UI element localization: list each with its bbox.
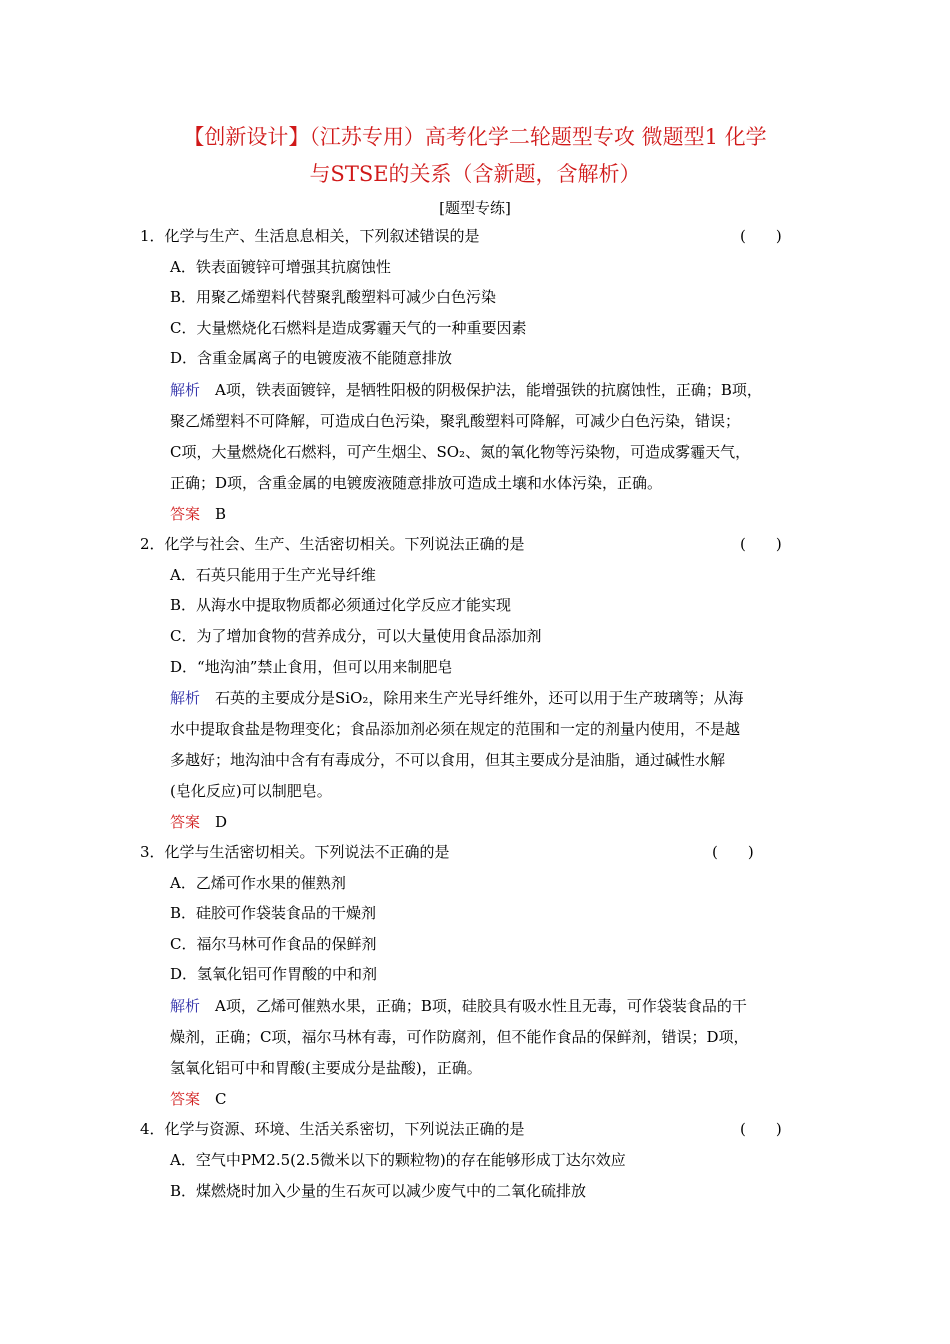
question-2-analysis-line: 石英的主要成分是SiO₂，除用来生产光导纤维外，还可以用于生产玻璃等；从海 <box>215 689 744 707</box>
answer-label: 答案 <box>170 505 201 523</box>
question-4-option-b: B．煤燃烧时加入少量的生石灰可以减少废气中的二氧化硫排放 <box>170 1182 587 1200</box>
document-title-line-2: 与STSE的关系（含新题，含解析） <box>309 162 641 186</box>
question-2-analysis-line: (皂化反应)可以制肥皂。 <box>170 782 332 800</box>
answer-label: 答案 <box>170 813 201 831</box>
document-title-line-1: 【创新设计】（江苏专用）高考化学二轮题型专攻 微题型1 化学 <box>183 125 767 149</box>
question-1-analysis-line: A项，铁表面镀锌，是牺牲阳极的阴极保护法，能增强铁的抗腐蚀性，正确；B项， <box>215 381 762 399</box>
question-1-answer-blank: ( ) <box>740 227 782 245</box>
analysis-label: 解析 <box>170 997 201 1015</box>
question-2-analysis-line: 多越好；地沟油中含有有毒成分，不可以食用，但其主要成分是油脂，通过碱性水解 <box>170 751 726 769</box>
question-3-analysis-line: A项，乙烯可催熟水果，正确；B项，硅胶具有吸水性且无毒，可作袋装食品的干 <box>215 997 747 1015</box>
question-3-answer: C <box>215 1090 227 1108</box>
question-2-answer: D <box>215 813 228 831</box>
question-2-option-d: D．“地沟油”禁止食用，但可以用来制肥皂 <box>170 658 453 676</box>
analysis-label: 解析 <box>170 689 201 707</box>
question-4-stem: 4．化学与资源、环境、生活关系密切，下列说法正确的是 <box>140 1120 525 1138</box>
question-4-answer-blank: ( ) <box>740 1120 782 1138</box>
question-3-analysis-line: 氢氧化铝可中和胃酸(主要成分是盐酸)，正确。 <box>170 1059 482 1077</box>
question-4-option-a: A．空气中PM2.5(2.5微米以下的颗粒物)的存在能够形成丁达尔效应 <box>170 1151 626 1169</box>
question-3-option-a: A．乙烯可作水果的催熟剂 <box>170 874 346 892</box>
section-subtitle: [题型专练] <box>439 199 511 217</box>
question-2-stem: 2．化学与社会、生产、生活密切相关。下列说法正确的是 <box>140 535 525 553</box>
question-1-option-c: C．大量燃烧化石燃料是造成雾霾天气的一种重要因素 <box>170 319 527 337</box>
question-1-analysis-line: C项，大量燃烧化石燃料，可产生烟尘、SO₂、氮的氧化物等污染物，可造成雾霾天气， <box>170 443 751 461</box>
question-1-answer: B <box>215 505 227 523</box>
question-3-option-c: C．福尔马林可作食品的保鲜剂 <box>170 935 377 953</box>
question-2-option-c: C．为了增加食物的营养成分，可以大量使用食品添加剂 <box>170 627 542 645</box>
question-1-stem: 1．化学与生产、生活息息相关，下列叙述错误的是 <box>140 227 480 245</box>
question-2-analysis-line: 水中提取食盐是物理变化；食品添加剂必须在规定的范围和一定的剂量内使用，不是越 <box>170 720 741 738</box>
question-1-option-a: A．铁表面镀锌可增强其抗腐蚀性 <box>170 258 391 276</box>
question-3-analysis-line: 燥剂，正确；C项，福尔马林有毒，可作防腐剂，但不能作食品的保鲜剂，错误；D项， <box>170 1028 749 1046</box>
question-2-answer-blank: ( ) <box>740 535 782 553</box>
question-3-stem: 3．化学与生活密切相关。下列说法不正确的是 <box>140 843 450 861</box>
answer-label: 答案 <box>170 1090 201 1108</box>
question-3-option-d: D．氢氧化铝可作胃酸的中和剂 <box>170 965 378 983</box>
question-2-option-b: B．从海水中提取物质都必须通过化学反应才能实现 <box>170 596 512 614</box>
analysis-label: 解析 <box>170 381 201 399</box>
question-1-option-b: B．用聚乙烯塑料代替聚乳酸塑料可减少白色污染 <box>170 288 497 306</box>
question-1-option-d: D．含重金属离子的电镀废液不能随意排放 <box>170 349 453 367</box>
question-1-analysis-line: 聚乙烯塑料不可降解，可造成白色污染，聚乳酸塑料可降解，可减少白色污染，错误； <box>170 412 741 430</box>
question-3-option-b: B．硅胶可作袋装食品的干燥剂 <box>170 904 377 922</box>
question-2-option-a: A．石英只能用于生产光导纤维 <box>170 566 376 584</box>
question-3-answer-blank: ( ) <box>712 843 754 861</box>
question-1-analysis-line: 正确；D项，含重金属的电镀废液随意排放可造成土壤和水体污染，正确。 <box>170 474 663 492</box>
